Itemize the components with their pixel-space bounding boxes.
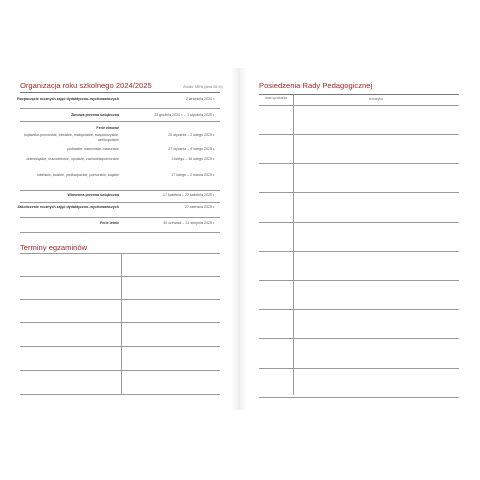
council-header-bottom-line [259,105,459,106]
org-row-value: 30 czerwca – 31 sierpnia 2025 r. [163,221,215,225]
org-row-value: 20 stycznia – 2 lutego 2025 r. [168,133,215,137]
council-row-line [259,338,459,339]
org-row-divider [20,121,220,122]
exam-row-line [20,276,220,277]
org-row-divider [20,217,220,218]
org-row-value: 2 września 2024 r. [185,97,215,101]
org-row-value: 17 kwietnia – 22 kwietnia 2025 r. [163,193,215,197]
org-row-label: Zakończenie rocznych zajęć dydaktyczno–wychowawczych [17,205,119,209]
council-row-line [259,397,459,398]
column-header-date: data spotkania [264,96,288,100]
council-header-top-line [259,94,459,95]
council-row-line [259,222,459,223]
council-row-line [259,280,459,281]
org-row-label: Ferie letnie [100,221,119,225]
org-row-label: Zimowa przerwa świąteczna [71,113,119,117]
council-meetings-title: Posiedzenia Rady Pedagogicznej [259,81,373,90]
exam-dates-title: Terminy egzaminów [20,243,88,252]
council-row-line [259,192,459,193]
council-row-line [259,251,459,252]
org-row-label: podlaskie, warmińsko-mazurskie [67,147,119,151]
org-row-value: 27 czerwca 2025 r. [184,205,215,209]
org-row-divider [20,232,220,233]
exam-row-line [20,299,220,300]
left-page [9,68,231,410]
exam-column-divider [121,253,122,394]
right-page [247,68,472,410]
org-row-label: Rozpoczęcie rocznych zajęć dydaktyczno–wychowawczych [17,97,119,101]
org-row-label: Ferie zimowe [96,126,119,130]
exam-row-line [20,370,220,371]
council-row-line [259,368,459,369]
exam-row-line [20,253,220,254]
org-row-label: dolnośląskie, mazowieckie, opolskie, zachodniopomorskie [26,157,119,161]
book-gutter [231,68,247,410]
org-row-divider [20,202,220,203]
org-row-value: 27 stycznia – 9 lutego 2025 r. [168,147,215,151]
org-row-value: 3 lutego – 16 lutego 2025 r. [171,157,215,161]
org-row-label: Wiosenna przerwa świąteczna [67,193,119,197]
org-row-label: kujawsko-pomorskie, lubuskie, małopolskie, świętokrzyskie, wielkopolskie [24,133,119,142]
source-note: Źródło: MEN (dnia 28.XI) [183,85,223,89]
org-row-divider [20,108,220,109]
title-underline [20,92,220,93]
school-year-title: Organizacja roku szkolnego 2024/2025 [20,81,152,90]
council-row-line [259,309,459,310]
exam-row-line [20,322,220,323]
org-row-value: 17 lutego – 2 marca 2025 r. [171,173,215,177]
council-column-divider [293,94,294,395]
exam-row-line [20,394,220,395]
org-row-divider [20,190,220,191]
org-row-label: lubelskie, łódzkie, podkarpackie, pomorskie, śląskie [36,173,119,177]
org-row-value: 23 grudnia 2024 r. – 1 stycznia 2025 r. [154,113,215,117]
council-row-line [259,163,459,164]
council-row-line [259,134,459,135]
exam-row-line [20,346,220,347]
column-header-topic: tematyka [369,97,383,101]
